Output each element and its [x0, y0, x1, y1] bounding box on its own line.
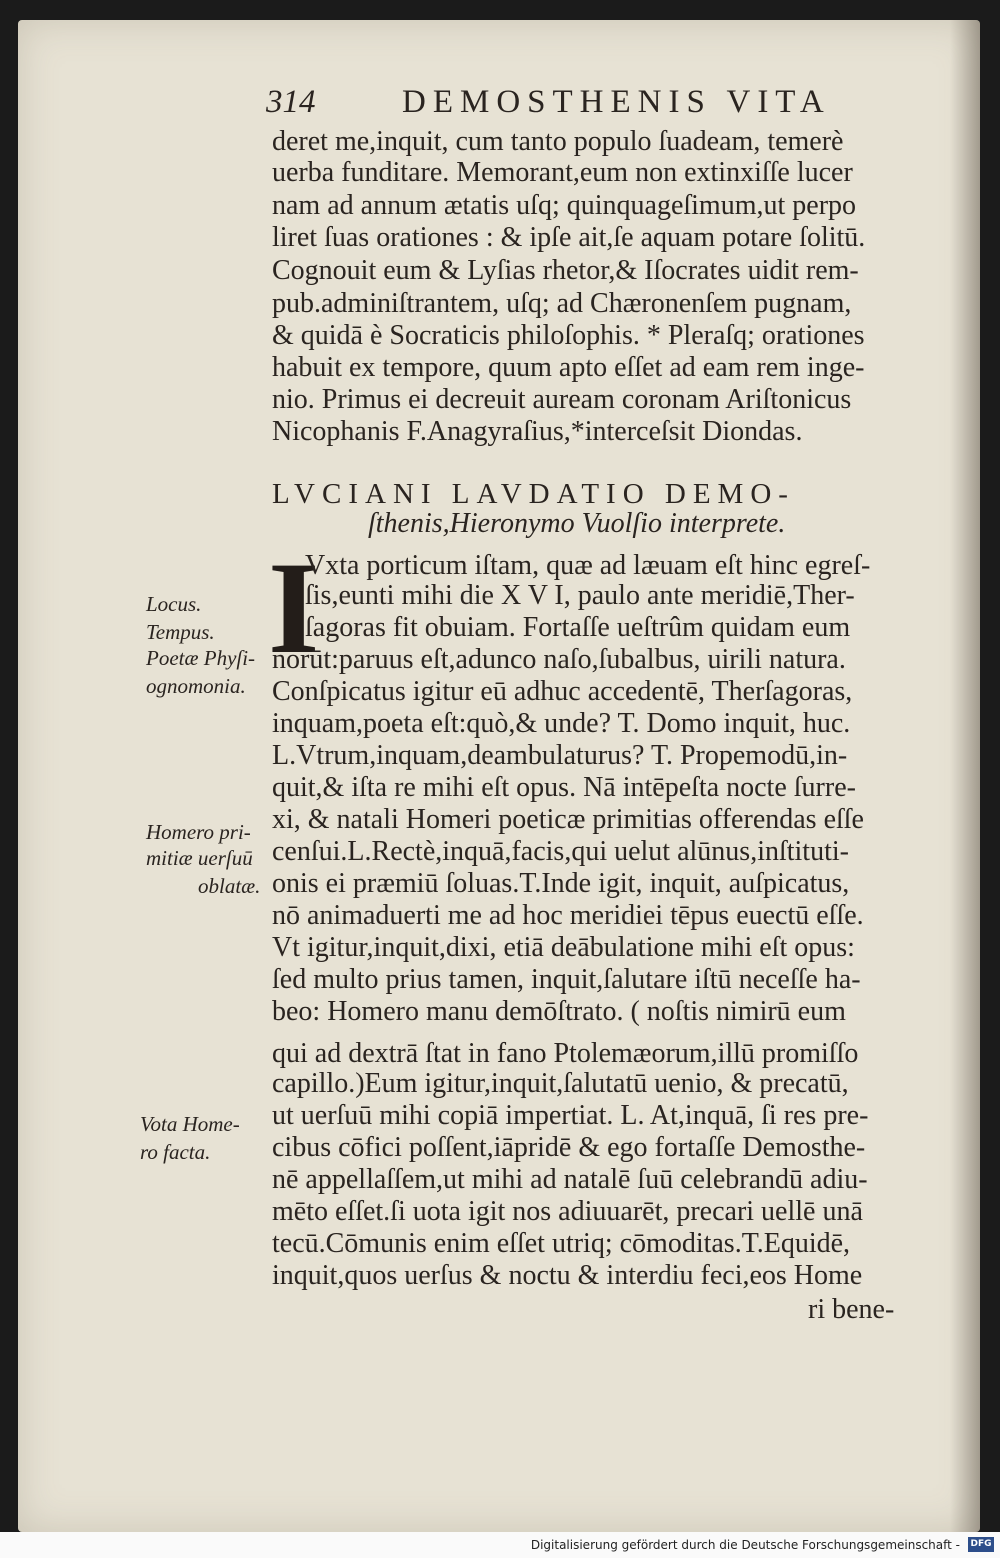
text-line: capillo.)Eum igitur,inquit,ſalutatū uenio, & precatū,: [272, 1068, 849, 1099]
section-heading: LVCIANI LAVDATIO DEMO-: [272, 478, 795, 510]
text-line: liret ſuas orationes : & ipſe ait,ſe aquam potare ſolitū.: [272, 222, 866, 253]
text-line: inquit,quos uerſus & noctu & interdiu feci,eos Home: [272, 1260, 863, 1291]
text-line: cenſui.L.Rectè,inquā,facis,qui uelut alūnus,inſtituti-: [272, 836, 849, 867]
digitization-footer: [0, 1532, 1000, 1558]
text-line: quit,& iſta re mihi eſt opus. Nā intēpeſta nocte ſurre-: [272, 772, 856, 803]
text-line: Conſpicatus igitur eū adhuc accedentē, Therſagoras,: [272, 676, 853, 707]
margin-note: Locus.: [146, 592, 202, 616]
margin-note: mitiæ uerſuū: [146, 846, 253, 870]
text-line: qui ad dextrā ſtat in fano Ptolemæorum,illū promiſſo: [272, 1038, 859, 1069]
text-line: nio. Primus ei decreuit auream coronam Ariſtonicus: [272, 384, 852, 415]
margin-note: ro facta.: [140, 1140, 211, 1164]
text-line: & quidā è Socraticis philoſophis. * Pleraſq; orationes: [272, 320, 865, 351]
text-line: deret me,inquit, cum tanto populo ſuadeam, temerè: [272, 126, 844, 157]
drop-cap: I: [268, 534, 320, 681]
text-line: mēto eſſet.ſi uota igit nos adiuuarēt, precari uellē unā: [272, 1196, 863, 1227]
text-line: uerba funditare. Memorant,eum non extinxiſſe lucer: [272, 157, 853, 188]
text-line: cibus cōfici poſſent,iāpridē & ego fortaſſe Demosthe-: [272, 1132, 866, 1163]
margin-note: Poetæ Phyſi-: [146, 646, 256, 670]
text-line: L.Vtrum,inquam,deambulaturus? T. Propemodū,in-: [272, 740, 848, 771]
text-line: ſis,eunti mihi die X V I, paulo ante meridiē,Ther-: [305, 580, 855, 611]
page-number: 314: [266, 84, 316, 120]
running-title: DEMOSTHENIS VITA: [402, 84, 831, 120]
text-line: nē appellaſſem,ut mihi ad natalē ſuū celebrandū adiu-: [272, 1164, 868, 1195]
margin-note: ognomonia.: [146, 674, 246, 698]
dfg-logo-icon: DFG: [968, 1537, 994, 1552]
text-line: norūt:paruus eſt,adunco naſo,ſubalbus, uirili natura.: [272, 644, 846, 675]
text-line: ſagoras fit obuiam. Fortaſſe ueſtrûm quidam eum: [305, 612, 851, 643]
text-line: pub.adminiſtrantem, uſq; ad Chæronenſem pugnam,: [272, 288, 852, 319]
text-line: habuit ex tempore, quum apto eſſet ad eam rem inge-: [272, 352, 865, 383]
text-line: beo: Homero manu demōſtrato. ( noſtis nimirū eum: [272, 996, 846, 1027]
text-line: Vxta porticum iſtam, quæ ad læuam eſt hinc egreſ-: [305, 550, 871, 581]
text-line: Cognouit eum & Lyſias rhetor,& Iſocrates uidit rem-: [272, 255, 859, 286]
text-line: ſed multo prius tamen, inquit,ſalutare iſtū neceſſe ha-: [272, 964, 861, 995]
text-line: Nicophanis F.Anagyraſius,*interceſsit Diondas.: [272, 416, 803, 447]
margin-note: oblatæ.: [198, 874, 261, 898]
page-spine-shadow: [950, 20, 980, 1532]
text-line: nam ad annum ætatis uſq; quinquageſimum,ut perpo: [272, 190, 857, 221]
margin-note: Homero pri-: [146, 820, 251, 844]
margin-note: Tempus.: [146, 620, 215, 644]
footer-text: Digitalisierung gefördert durch die Deutsche Forschungsgemeinschaft -: [530, 1538, 960, 1552]
text-line: onis ei præmiū ſoluas.T.Inde igit, inquit, auſpicatus,: [272, 868, 850, 899]
section-subheading: ſthenis,Hieronymo Vuolſio interprete.: [368, 508, 786, 539]
catchword: ri bene-: [808, 1294, 895, 1325]
text-line: tecū.Cōmunis enim eſſet utriq; cōmoditas.T.Equidē,: [272, 1228, 851, 1259]
text-line: ut uerſuū mihi copiā impertiat. L. At,inquā, ſi res pre-: [272, 1100, 869, 1131]
text-line: inquam,poeta eſt:quò,& unde? T. Domo inquit, huc.: [272, 708, 851, 739]
text-line: nō animaduerti me ad hoc meridiei tēpus euectū eſſe.: [272, 900, 864, 931]
margin-note: Vota Home-: [140, 1112, 240, 1136]
text-line: xi, & natali Homeri poeticæ primitias offerendas eſſe: [272, 804, 864, 835]
text-line: Vt igitur,inquit,dixi, etiā deābulatione mihi eſt opus:: [272, 932, 855, 963]
